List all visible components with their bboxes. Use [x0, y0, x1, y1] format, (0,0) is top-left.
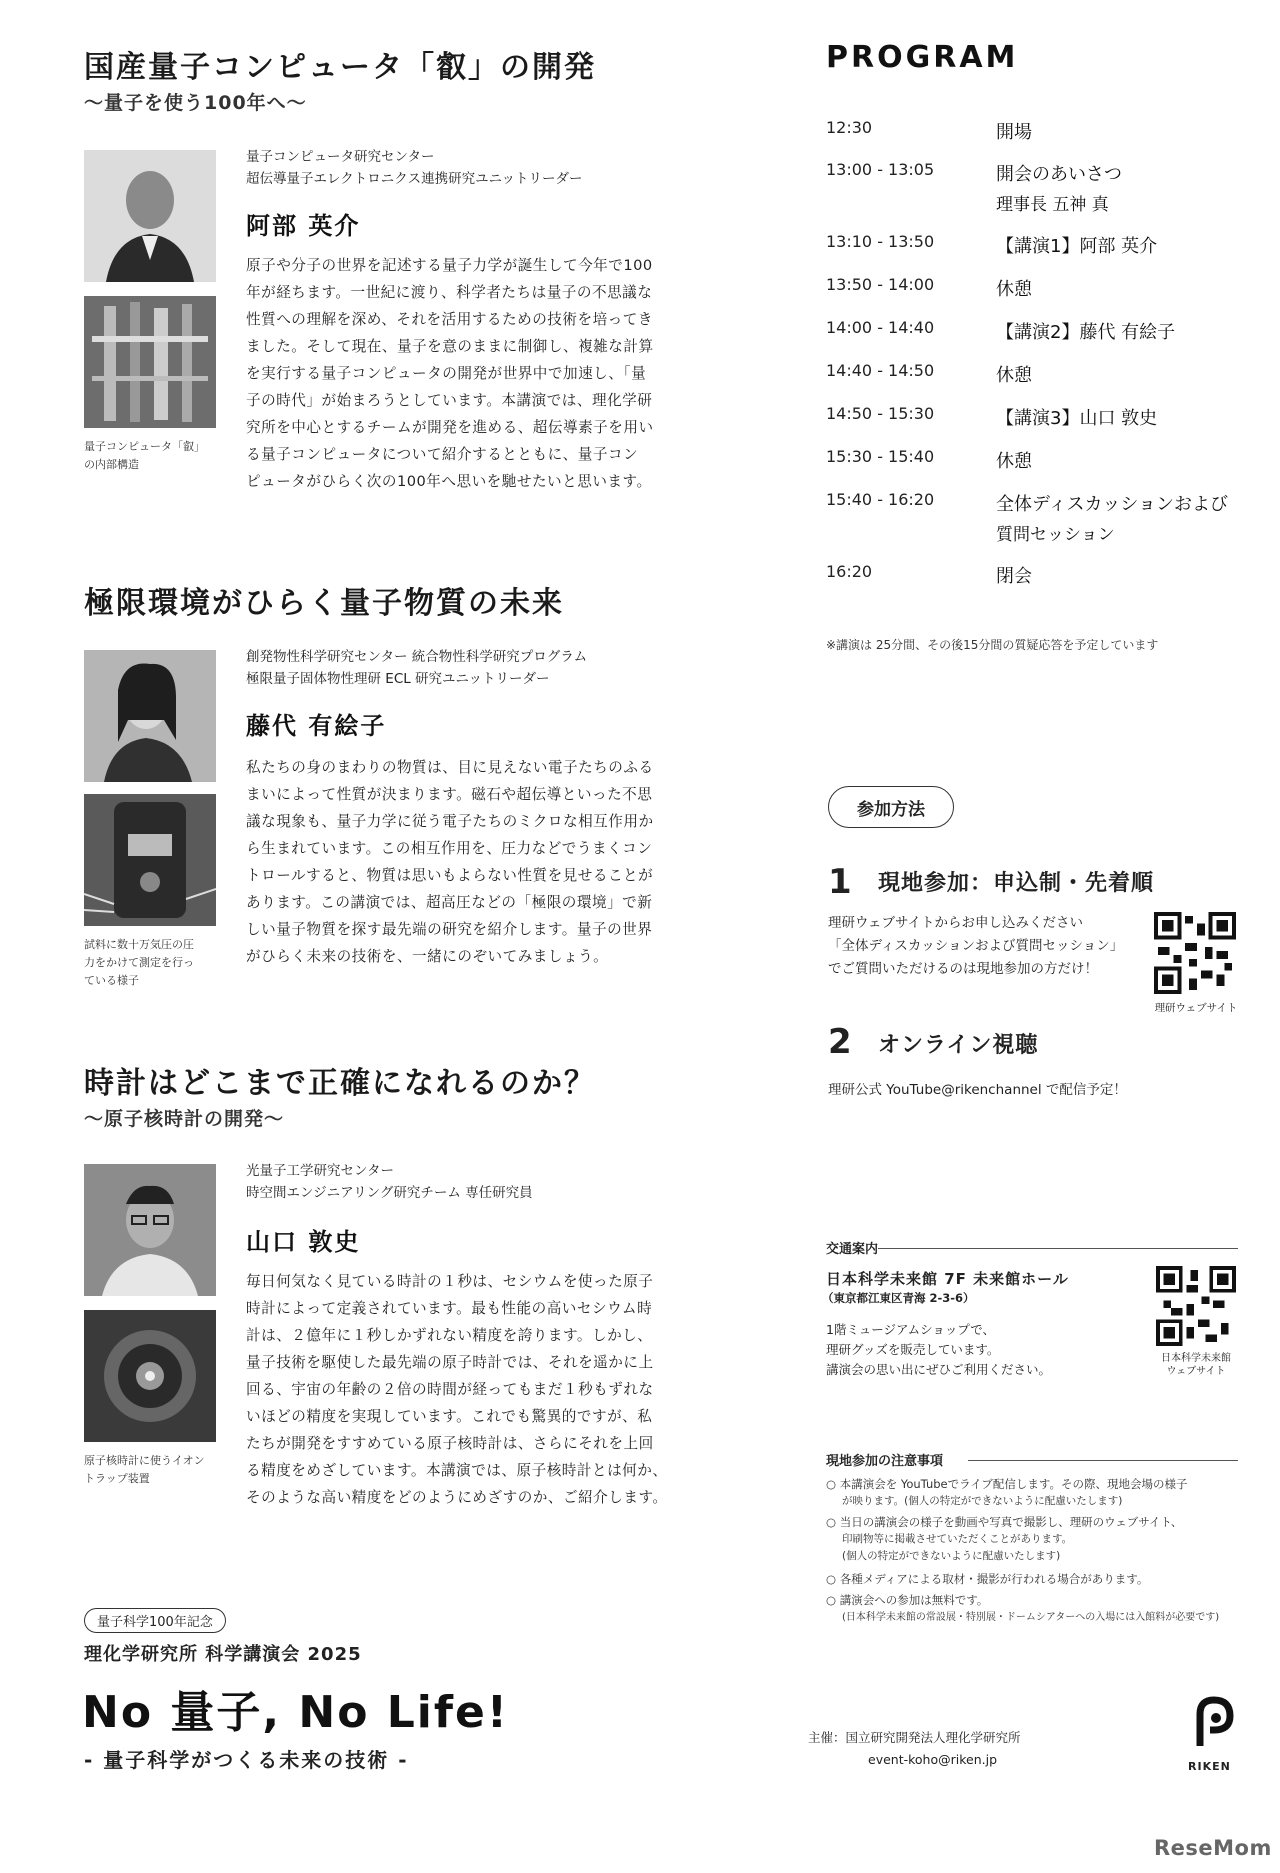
note-text: ○ 各種メディアによる取材・撮影が行われる場合があります。 [826, 1572, 1149, 1586]
note-item [826, 1514, 1246, 1565]
riken-logo-text: RIKEN [1188, 1760, 1231, 1773]
access-heading: 交通案内 [826, 1242, 879, 1257]
program-time: 13:00 - 13:05 [826, 160, 935, 179]
note-item [826, 1592, 1246, 1626]
program-event [996, 275, 1032, 305]
caption-line: トラップ装置 [84, 1472, 150, 1485]
notes-list [826, 1476, 1246, 1626]
event-text: 【講演1】阿部 英介 [996, 236, 1158, 257]
affiliation-line: 創発物性科学研究センター 統合物性科学研究プログラム [246, 649, 588, 665]
event-name: 理化学研究所 科学講演会 2025 [84, 1644, 362, 1665]
program-note: ※講演は 25分間、その後15分間の質疑応答を予定しています [826, 638, 1159, 652]
program-time: 13:10 - 13:50 [826, 232, 935, 251]
notes-divider [968, 1460, 1238, 1461]
access-divider [878, 1248, 1238, 1249]
body-line: 量子技術を駆使した最先端の原子時計では、それを遥かに上 [246, 1354, 654, 1371]
event-text: 休憩 [996, 279, 1032, 300]
body-line: る量子コンピュータについて紹介するとともに、量子コン [246, 446, 639, 463]
note-text: ○ 講演会への参加は無料です。 [826, 1593, 989, 1607]
program-event [996, 404, 1157, 434]
program-row [826, 118, 1246, 148]
body-line: 回る、宇宙の年齢の２倍の時間が経ってもまだ１秒もずれな [246, 1381, 654, 1398]
qr2-label-line: 日本科学未来館 [1161, 1353, 1231, 1364]
program-event [996, 447, 1032, 477]
lecture2-body [246, 754, 706, 970]
body-line: 性質への理解を深め、それを活用するための技術を培ってき [246, 311, 653, 328]
option1-line: 理研ウェブサイトからお申し込みください [828, 915, 1084, 931]
lecture2-affiliation [246, 646, 587, 690]
program-event [996, 232, 1157, 262]
speaker1-name: 阿部 英介 [246, 212, 361, 240]
speaker3-photo [84, 1164, 216, 1296]
event-text: 全体ディスカッションおよび [996, 494, 1229, 515]
access-line: 1階ミュージアムショップで、 [826, 1322, 995, 1337]
body-line: 年が経ちます。一世紀に渡り、科学者たちは量子の不思議な [246, 284, 653, 301]
body-line: 時計によって定義されています。最も性能の高いセシウム時 [246, 1300, 653, 1317]
program-time: 16:20 [826, 562, 873, 581]
program-row [826, 562, 1246, 592]
lecture3-affiliation [246, 1160, 533, 1204]
resemom-watermark: ReseMom [1154, 1836, 1272, 1860]
caption-line: 試料に数十万気圧の圧 [84, 938, 194, 951]
option1-title: 現地参加：申込制・先着順 [878, 871, 1155, 896]
note-text: ○ 当日の講演会の様子を動画や写真で撮影し、理研のウェブサイト、 [826, 1515, 1183, 1529]
body-line: まいによって性質が決まります。磁石や超伝導といった不思 [246, 786, 653, 803]
lecture3-caption [84, 1452, 224, 1488]
program-time: 15:30 - 15:40 [826, 447, 935, 466]
program-event [996, 361, 1032, 391]
event-text: 休憩 [996, 451, 1032, 472]
event-text: 【講演3】山口 敦史 [996, 408, 1158, 429]
anniversary-badge [84, 1608, 226, 1633]
note-item [826, 1476, 1246, 1510]
body-line: トロールすると、物質は思いもよらない性質を見せることが [246, 867, 654, 884]
lecture1-subtitle: 〜量子を使う100年へ〜 [84, 92, 307, 114]
affiliation-line: 光量子工学研究センター [246, 1163, 394, 1179]
lecture1-affiliation [246, 146, 583, 190]
caption-line: 原子核時計に使うイオン [84, 1454, 205, 1467]
body-line: 議な現象も、量子力学に従う電子たちのミクロな相互作用か [246, 813, 654, 830]
program-row [826, 275, 1246, 305]
organizer-email[interactable]: event-koho@riken.jp [868, 1752, 998, 1767]
lecture1-caption [84, 438, 224, 474]
pressure-experiment-photo [84, 794, 216, 926]
affiliation-line: 極限量子固体物性理研 ECL 研究ユニットリーダー [246, 671, 550, 687]
lecture1-title: 国産量子コンピュータ「叡」の開発 [84, 50, 596, 85]
program-time: 14:00 - 14:40 [826, 318, 935, 337]
qr2-label-line: ウェブサイト [1166, 1366, 1226, 1377]
quantum-computer-photo [84, 296, 216, 428]
body-line: 私たちの身のまわりの物質は、目に見えない電子たちのふる [246, 759, 654, 776]
event-text: 休憩 [996, 365, 1032, 386]
body-line: ました。そして現在、量子を意のままに制御し、複雑な計算 [246, 338, 654, 355]
body-line: を実行する量子コンピュータの開発が世界中で加速し、「量 [246, 365, 647, 382]
body-line: る精度をめざしています。本講演では、原子核時計とは何か、 [246, 1462, 668, 1479]
caption-line: の内部構造 [84, 458, 139, 471]
lecture2-title: 極限環境がひらく量子物質の未来 [84, 586, 564, 621]
body-line: しい量子物質を探す最先端の研究を紹介します。量子の世界 [246, 921, 653, 938]
access-text [826, 1320, 1051, 1380]
body-line: ら生まれています。この相互作用を、圧力などでうまくコン [246, 840, 653, 857]
option2-title: オンライン視聴 [878, 1033, 1039, 1058]
program-heading: PROGRAM [826, 40, 1019, 75]
program-time: 13:50 - 14:00 [826, 275, 935, 294]
venue-address: （東京都江東区青海 2-3-6） [822, 1291, 975, 1305]
body-line: 計は、２億年に１秒しかずれない精度を誇ります。しかし、 [246, 1327, 653, 1344]
body-line: ピュータがひらく次の100年へ思いを馳せたいと思います。 [246, 473, 652, 490]
note-sub: (個人の特定ができないように配慮いたします) [842, 1550, 1061, 1562]
option1-text [828, 912, 1123, 981]
affiliation-line: 量子コンピュータ研究センター [246, 149, 435, 165]
speaker2-photo [84, 650, 216, 782]
event-text: 閉会 [996, 566, 1032, 587]
riken-website-qr-icon[interactable] [1154, 912, 1236, 994]
body-line: 究所を中心とするチームが開発を進める、超伝導素子を用い [246, 419, 654, 436]
notes-heading: 現地参加の注意事項 [826, 1454, 944, 1469]
riken-logo-icon [1192, 1696, 1236, 1766]
event-text: 【講演2】藤代 有絵子 [996, 322, 1176, 343]
pill-text: 参加方法 [857, 799, 925, 820]
lecture3-title: 時計はどこまで正確になれるのか？ [84, 1066, 596, 1101]
program-event [996, 118, 1032, 148]
note-sub: (日本科学未来館の常設展・特別展・ドームシアターへの入場には入館料が必要です) [842, 1612, 1220, 1623]
option2-number: 2 [828, 1022, 852, 1062]
program-event [996, 562, 1032, 592]
caption-line: 量子コンピュータ「叡」 [84, 440, 205, 453]
program-row [826, 361, 1246, 391]
body-line: 毎日何気なく見ている時計の１秒は、セシウムを使った原子 [246, 1273, 654, 1290]
program-time: 14:50 - 15:30 [826, 404, 935, 423]
lecture2-caption [84, 936, 224, 990]
body-line: がひらく未来の技術を、一緒にのぞいてみましょう。 [246, 948, 609, 965]
affiliation-line: 時空間エンジニアリング研究チーム 専任研究員 [246, 1185, 533, 1201]
miraikan-website-qr-icon[interactable] [1156, 1266, 1236, 1346]
program-row [826, 447, 1246, 477]
program-time: 15:40 - 16:20 [826, 490, 935, 509]
access-line: 講演会の思い出にぜひご利用ください。 [826, 1362, 1052, 1377]
program-row [826, 490, 1246, 550]
ion-trap-photo [84, 1310, 216, 1442]
speaker2-name: 藤代 有絵子 [246, 712, 387, 740]
speaker1-photo [84, 150, 216, 282]
option1-line: 「全体ディスカッションおよび質問セッション」 [828, 938, 1124, 954]
option2-text: 理研公式 YouTube@rikenchannel で配信予定！ [828, 1082, 1127, 1098]
event-tagline: - 量子科学がつくる未来の技術 - [84, 1748, 409, 1772]
lecture1-body [246, 252, 706, 495]
event-text: 理事長 五神 真 [996, 195, 1109, 215]
option1-number: 1 [828, 862, 852, 902]
program-event [996, 160, 1122, 220]
organizer-line: 主催：国立研究開発法人理化学研究所 [808, 1730, 1021, 1745]
caption-line: 力をかけて測定を行っ [84, 956, 194, 969]
body-line: たちが開発をすすめている原子核時計は、さらにそれを上回 [246, 1435, 654, 1452]
program-row [826, 232, 1246, 262]
body-line: いほどの精度を実現しています。これでも驚異的ですが、私 [246, 1408, 653, 1425]
body-line: 子の時代」が始まろうとしています。本講演では、理化学研 [246, 392, 653, 409]
program-time: 12:30 [826, 118, 873, 137]
qr2-label [1142, 1352, 1250, 1378]
note-text: ○ 本講演会を YouTubeでライブ配信します。その際、現地会場の様子 [826, 1477, 1188, 1491]
speaker3-name: 山口 敦史 [246, 1228, 361, 1256]
program-row [826, 404, 1246, 434]
note-sub: 印刷物等に掲載させていただくことがあります。 [842, 1533, 1073, 1545]
badge-text: 量子科学100年記念 [97, 1615, 213, 1630]
qr1-label: 理研ウェブサイト [1154, 1002, 1238, 1014]
lecture3-subtitle: 〜原子核時計の開発〜 [84, 1108, 285, 1130]
affiliation-line: 超伝導量子エレクトロニクス連携研究ユニットリーダー [246, 171, 583, 187]
access-line: 理研グッズを販売しています。 [826, 1342, 1000, 1357]
event-text: 質問セッション [996, 525, 1115, 545]
participation-pill [828, 786, 954, 828]
note-item [826, 1571, 1246, 1588]
option1-line: でご質問いただけるのは現地参加の方だけ！ [828, 961, 1098, 977]
program-time: 14:40 - 14:50 [826, 361, 935, 380]
body-line: そのような高い精度をどのようにめざすのか、ご紹介します。 [246, 1489, 668, 1506]
event-text: 開場 [996, 122, 1032, 143]
event-main-title: No 量子, No Life! [82, 1687, 509, 1738]
program-row [826, 318, 1246, 348]
program-row [826, 160, 1246, 220]
program-event [996, 490, 1228, 550]
note-sub: が映ります。(個人の特定ができないように配慮いたします) [842, 1495, 1123, 1507]
body-line: あります。この講演では、超高圧などの「極限の環境」で新 [246, 894, 653, 911]
venue-name: 日本科学未来館 7F 未来館ホール [826, 1270, 1069, 1288]
lecture3-body [246, 1268, 706, 1511]
event-text: 開会のあいさつ [996, 164, 1122, 185]
body-line: 原子や分子の世界を記述する量子力学が誕生して今年で100 [246, 257, 653, 274]
program-event [996, 318, 1175, 348]
caption-line: ている様子 [84, 974, 139, 987]
